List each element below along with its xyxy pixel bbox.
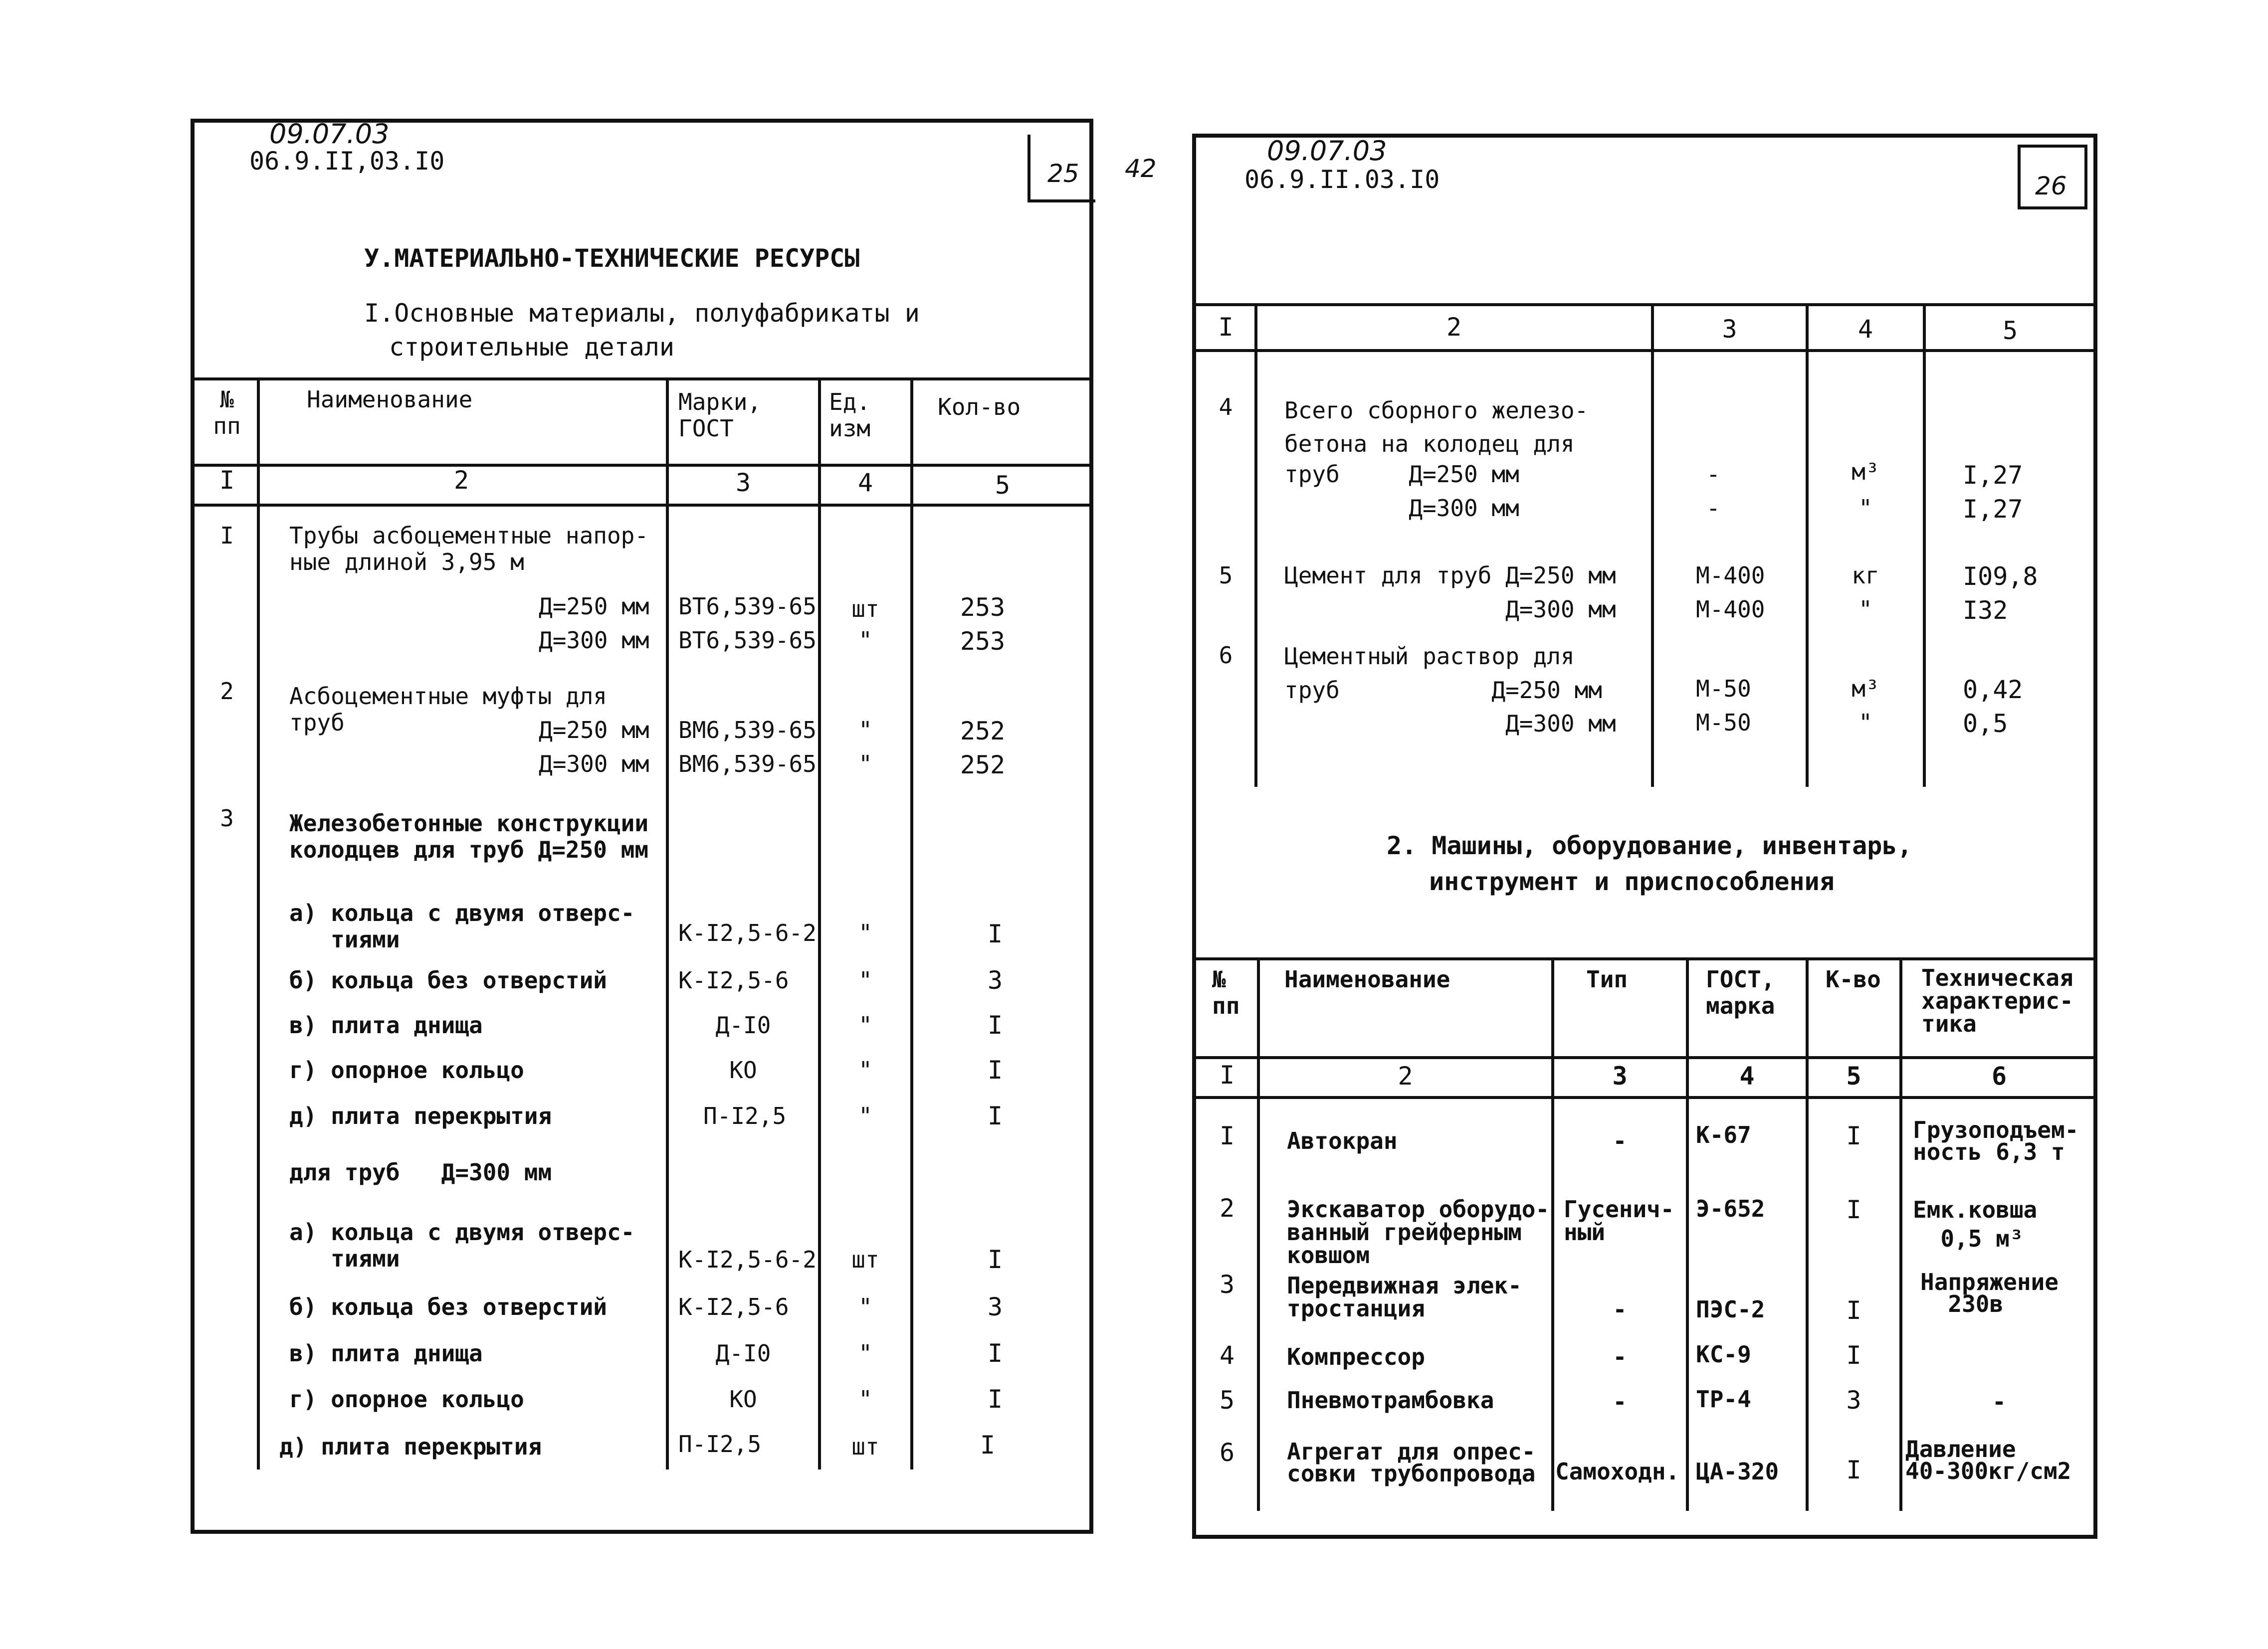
left-row-unit: шт <box>851 595 879 622</box>
left-row-name: а) кольца с двумя отверс- тиями <box>289 1219 635 1272</box>
right-table2-row-qty: I <box>1846 1195 1861 1224</box>
left-row-name: Трубы асбоцементные напор- ные длиной 3,95 м <box>289 522 649 575</box>
left-section-title: У.МАТЕРИАЛЬНО-ТЕХНИЧЕСКИЕ РЕСУРСЫ <box>364 244 860 273</box>
left-row-num: 2 <box>220 678 234 705</box>
right-table2-row-tech: - <box>1992 1388 2006 1415</box>
left-row-unit: " <box>858 1012 872 1039</box>
left-colnum-5: 5 <box>995 471 1011 500</box>
right-table2-row-type: - <box>1613 1388 1627 1415</box>
right-row-num: 6 <box>1219 642 1233 669</box>
right-table2-divider-3 <box>1686 957 1689 1511</box>
left-row-unit: " <box>858 1386 872 1413</box>
right-table2-colnum-6: 6 <box>1991 1062 2007 1091</box>
right-table2-row-gost: К-67 <box>1696 1121 1751 1148</box>
right-table2-header-name: Наименование <box>1284 966 1450 993</box>
left-row-mark: П-I2,5 <box>703 1102 787 1129</box>
right-row-mark: - <box>1706 461 1720 488</box>
left-row-qty: 252 <box>960 717 1006 745</box>
right-table2-row-num: I <box>1219 1121 1235 1150</box>
left-row-name: г) опорное кольцо <box>289 1057 524 1084</box>
left-header-name: Наименование <box>307 386 473 413</box>
right-table2-row-type: Гусенич- ный <box>1564 1196 1674 1246</box>
right-table2-row-num: 3 <box>1219 1270 1235 1299</box>
left-row-qty: 3 <box>987 1292 1003 1321</box>
right-table2-row-name: Агрегат для опрес- совки трубопровода <box>1287 1438 1536 1487</box>
right-row-mark: - <box>1706 495 1720 522</box>
left-row-name: Д=300 мм <box>539 627 649 654</box>
right-table2-row-num: 6 <box>1219 1438 1235 1467</box>
right-table2-row-num: 5 <box>1219 1386 1235 1415</box>
right-row-unit: кг <box>1852 562 1879 589</box>
right-page-number: 26 <box>2035 172 2067 200</box>
left-row-qty: 253 <box>960 593 1006 622</box>
right-row-name: Цемент для труб Д=250 мм <box>1284 562 1616 589</box>
right-table2-header-tech: Техническая характерис- тика <box>1921 964 2073 1037</box>
right-table2-row-qty: I <box>1846 1456 1861 1484</box>
right-handwritten-code: 09.07.03 <box>1267 135 1387 167</box>
right-row-name: труб Д=250 мм <box>1284 461 1519 488</box>
center-page-number: 42 <box>1125 154 1157 183</box>
right-table2-colnum-4: 4 <box>1739 1062 1755 1091</box>
right-row-name: Цементный раствор для <box>1284 643 1575 670</box>
right-table2-row-qty: I <box>1846 1121 1861 1150</box>
left-row-qty: I <box>987 1339 1003 1368</box>
right-table2-row-gost: ПЭС-2 <box>1696 1296 1765 1323</box>
right-table2-divider-4 <box>1806 957 1809 1511</box>
left-page-number: 25 <box>1047 159 1079 188</box>
left-header-mark: Марки, ГОСТ <box>678 388 762 442</box>
right-table2-row-name: Пневмотрамбовка <box>1287 1387 1494 1414</box>
left-row-mark: П-I2,5 <box>678 1431 762 1458</box>
right-col-divider-2 <box>1651 303 1654 787</box>
right-table2-colnum-1: I <box>1219 1061 1235 1090</box>
left-row-name: б) кольца без отверстий <box>289 967 607 994</box>
left-row-qty: 253 <box>960 627 1006 656</box>
right-row-unit: м³ <box>1852 675 1879 702</box>
left-row-name: Железобетонные конструкции колодцев для труб Д=250 мм <box>289 810 649 863</box>
left-row-mark: ВМ6,539-65 <box>678 750 817 777</box>
left-row-name: в) плита днища <box>289 1340 483 1367</box>
left-row-mark: КО <box>729 1386 757 1413</box>
left-subsection-line2: строительные детали <box>389 333 674 362</box>
left-row-name: для труб Д=300 мм <box>289 1159 552 1186</box>
right-section2-line1: 2. Машины, оборудование, инвентарь, <box>1387 831 1912 860</box>
left-row-unit: шт <box>851 1246 879 1273</box>
right-row-qty: 0,5 <box>1963 709 2008 738</box>
right-colnum-4: 4 <box>1857 315 1873 344</box>
right-colnum-5: 5 <box>2002 316 2018 345</box>
right-row-mark: М-400 <box>1696 562 1765 589</box>
right-table2-row-name: Автокран <box>1287 1127 1398 1154</box>
left-row-unit: " <box>858 750 872 777</box>
left-row-name: д) плита перекрытия <box>279 1433 542 1460</box>
right-table2-row-gost: Э-652 <box>1696 1195 1765 1222</box>
left-row-name: а) кольца с двумя отверс- тиями <box>289 900 635 953</box>
left-row-unit: " <box>858 1057 872 1084</box>
left-row-mark: ВТ6,539-65 <box>678 593 817 620</box>
right-table2-row-qty: 3 <box>1846 1386 1861 1415</box>
right-table2-divider-2 <box>1551 957 1554 1511</box>
right-table2-colnum-3: 3 <box>1612 1062 1628 1091</box>
right-colnum-2: 2 <box>1446 313 1462 342</box>
left-row-qty: I <box>987 1101 1003 1130</box>
left-row-unit: " <box>858 967 872 994</box>
right-table2-divider-1 <box>1257 957 1260 1511</box>
left-row-mark: КО <box>729 1057 757 1084</box>
left-header-qty: Кол-во <box>938 393 1021 420</box>
left-row-unit: шт <box>851 1433 879 1460</box>
left-row-unit: " <box>858 1293 872 1320</box>
left-table-colnum-rule <box>195 504 1092 507</box>
right-table2-row-qty: I <box>1846 1296 1861 1325</box>
right-table2-top-rule <box>1196 957 2094 960</box>
right-table-colnum-rule <box>1196 349 2094 352</box>
right-row-name: Д=300 мм <box>1284 710 1616 737</box>
left-row-qty: I <box>987 919 1003 948</box>
left-row-mark: К-I2,5-6-2 <box>678 1246 817 1273</box>
left-row-name: в) плита днища <box>289 1012 483 1039</box>
right-table2-header-num: № пп <box>1212 966 1240 1019</box>
right-table2-row-tech: Напряжение 230в <box>1920 1269 2059 1317</box>
right-row-qty: I,27 <box>1963 495 2023 524</box>
left-row-name: Д=250 мм <box>539 593 649 620</box>
right-table2-row-num: 2 <box>1219 1194 1235 1223</box>
right-table2-row-name: Компрессор <box>1287 1343 1425 1370</box>
left-row-unit: " <box>858 919 872 946</box>
right-colnum-1: I <box>1218 313 1234 342</box>
right-row-qty: I,27 <box>1963 461 2023 490</box>
left-row-name: Асбоцементные муфты для труб <box>289 683 607 736</box>
right-table2-header-rule <box>1196 1056 2094 1059</box>
left-colnum-1: I <box>219 466 235 495</box>
right-row-qty: I09,8 <box>1963 562 2038 591</box>
right-table2-row-qty: I <box>1846 1341 1861 1370</box>
left-handwritten-code: 09.07.03 <box>269 118 390 150</box>
left-row-qty: I <box>987 1011 1003 1040</box>
right-row-mark: М-50 <box>1696 675 1751 702</box>
right-section2-line2: инструмент и приспособления <box>1429 867 1835 896</box>
left-subsection-line1: I.Основные материалы, полуфабрикаты и <box>364 299 920 328</box>
right-table2-row-tech: Емк.ковша 0,5 м³ <box>1913 1196 2038 1252</box>
left-row-mark: Д-I0 <box>715 1340 771 1367</box>
left-row-qty: I <box>987 1245 1003 1274</box>
left-row-unit: " <box>858 627 872 654</box>
right-row-unit: " <box>1858 495 1872 522</box>
right-row-qty: I32 <box>1963 596 2008 625</box>
right-table2-row-name: Передвижная элек- тростанция <box>1287 1272 1522 1322</box>
right-table2-row-name: Экскаватор оборудо- ванный грейферным ковшом <box>1287 1196 1550 1269</box>
right-row-name: Всего сборного железо- бетона на колодец для <box>1284 397 1589 457</box>
left-row-unit: " <box>858 1340 872 1367</box>
right-col-divider-1 <box>1254 303 1257 787</box>
left-row-mark: К-I2,5-6 <box>678 967 789 994</box>
left-row-qty: I <box>987 1056 1003 1085</box>
right-row-unit: " <box>1858 709 1872 736</box>
right-row-unit: " <box>1858 596 1872 623</box>
right-row-num: 5 <box>1219 562 1233 589</box>
right-table2-row-gost: ТР-4 <box>1696 1386 1751 1413</box>
left-row-name: Д=250 мм <box>539 717 649 743</box>
right-col-divider-4 <box>1923 303 1926 787</box>
left-row-qty: 252 <box>960 750 1006 779</box>
left-row-mark: Д-I0 <box>715 1012 771 1039</box>
right-table2-colnum-2: 2 <box>1398 1062 1413 1091</box>
left-row-unit: " <box>858 1102 872 1129</box>
right-row-mark: М-50 <box>1696 709 1751 736</box>
left-colnum-2: 2 <box>453 466 469 495</box>
right-row-unit: м³ <box>1852 458 1879 485</box>
right-doc-code: 06.9.II.03.I0 <box>1244 165 1440 194</box>
right-table2-row-type: - <box>1613 1296 1627 1323</box>
right-table2-row-num: 4 <box>1219 1341 1235 1370</box>
left-row-mark: ВМ6,539-65 <box>678 717 817 743</box>
left-row-name: г) опорное кольцо <box>289 1386 524 1413</box>
left-row-mark: ВТ6,539-65 <box>678 627 817 654</box>
right-row-name: труб Д=250 мм <box>1284 677 1602 704</box>
right-colnum-3: 3 <box>1722 315 1737 344</box>
left-row-name: б) кольца без отверстий <box>289 1293 607 1320</box>
right-table2-header-type: Тип <box>1586 966 1628 993</box>
left-row-qty: I <box>980 1431 996 1460</box>
right-row-num: 4 <box>1219 393 1233 420</box>
left-header-num: № пп <box>213 386 241 439</box>
right-table2-row-tech: Давление 40-300кг/см2 <box>1905 1436 2071 1484</box>
left-doc-code: 06.9.II,03.I0 <box>249 147 445 176</box>
right-table2-row-type: - <box>1613 1343 1627 1370</box>
right-table2-row-gost: КС-9 <box>1696 1341 1751 1368</box>
right-table2-divider-5 <box>1899 957 1902 1511</box>
right-table2-row-type: Самоходн. <box>1555 1458 1680 1485</box>
right-table2-colnum-5: 5 <box>1846 1062 1861 1091</box>
right-table2-row-gost: ЦА-320 <box>1696 1458 1779 1485</box>
right-row-name: Д=300 мм <box>1284 596 1616 623</box>
left-row-mark: К-I2,5-6-2 <box>678 919 817 946</box>
right-row-name: Д=300 мм <box>1284 495 1519 522</box>
right-table2-header-gost: ГОСТ, марка <box>1706 966 1775 1019</box>
left-header-unit: Ед. изм <box>829 388 871 442</box>
left-row-mark: К-I2,5-6 <box>678 1293 789 1320</box>
left-col-divider-1 <box>257 377 260 1469</box>
left-table-top-rule <box>195 377 1092 380</box>
left-row-unit: " <box>858 717 872 743</box>
right-table-top-rule <box>1196 303 2094 306</box>
right-table2-header-qty: К-во <box>1826 966 1881 993</box>
left-row-num: 3 <box>220 805 234 832</box>
left-row-name: Д=300 мм <box>539 750 649 777</box>
right-table2-colnum-rule <box>1196 1096 2094 1099</box>
left-row-qty: I <box>987 1385 1003 1414</box>
left-row-name: д) плита перекрытия <box>289 1102 552 1129</box>
right-table2-row-type: - <box>1613 1127 1627 1154</box>
left-col-divider-2 <box>666 377 669 1469</box>
right-table2-row-tech: Грузоподъем- ность 6,3 т <box>1913 1116 2079 1165</box>
left-row-qty: 3 <box>987 966 1003 995</box>
left-colnum-3: 3 <box>735 468 751 497</box>
right-row-qty: 0,42 <box>1963 675 2023 704</box>
left-colnum-4: 4 <box>857 468 873 497</box>
left-row-num: I <box>220 522 234 549</box>
right-row-mark: М-400 <box>1696 596 1765 623</box>
